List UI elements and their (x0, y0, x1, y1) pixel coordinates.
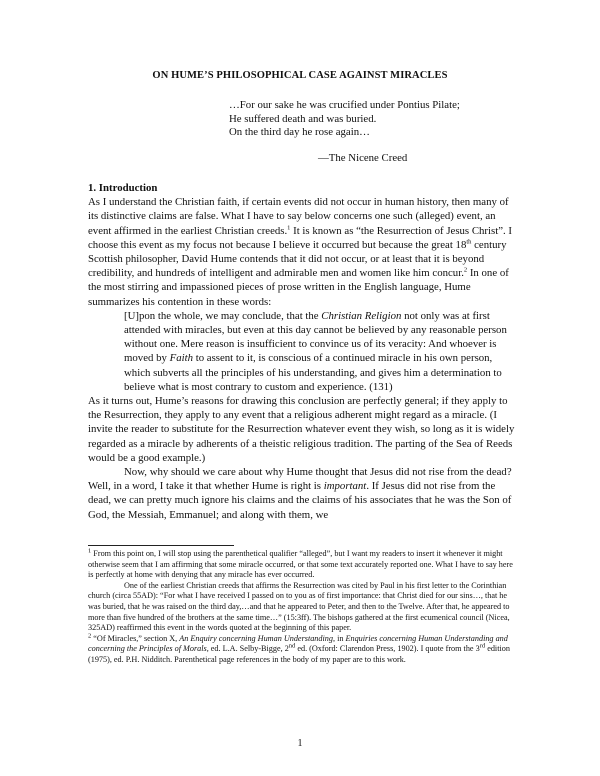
epigraph-line: He suffered death and was buried. (229, 112, 377, 125)
footnote-divider (88, 545, 234, 546)
paragraph-1: As I understand the Christian faith, if certain events did not occur in human history, then many of its distinctive claims are false. What I have to say below concerns one such (alleged) event, an event affirmed in the earliest Christian creeds.$^1$ It is known as “the Resurrection of Jesus Christ”. I choose this event as my focus not because I believe it occurred but because the great 18th century Scottish philosopher, David Hume contends that it did not occur, or at least that it is beyond credibility, and hundreds of intelligent and admirable men and women like him concur.$^2$ In one of the most stirring and impassioned pieces of prose written in the English language, Hume summarizes his contention in these words: (88, 196, 513, 308)
epigraph-line: …For our sake he was crucified under Pontius Pilate; (229, 99, 460, 111)
footnote-1-continued: One of the earliest Christian creeds that affirms the Resurrection was cited by Paul in his first letter to the Corinthian church (circa 55AD): “For what I have received I passed on to you as of first importance: that Christ died for our sins…, that he was buried, that he was raised on the third day,…and that he appeared to Peter, and then to the Twelve. After that, he appeared to more than five hundred of the brothers at the same time…” (15:3ff). The bishops gathered at the first ecumenical council (Nicea, 325AD) reaffirmed this event in the words quoted at the beginning of this paper. (88, 580, 510, 633)
paper-title: ON HUME’S PHILOSOPHICAL CASE AGAINST MIRACLES (152, 70, 448, 81)
block-quote: [U]pon the whole, we may conclude, that the Christian Religion not only was at first attended with miracles, but even at this day cannot be believed by any reasonable person without one. Mere reason is insufficient to convince us of its veracity: And whoever is moved by Faith to assent to it, is conscious of a continued miracle in his own person, which subverts all the principles of his understanding, and gives him a determination to believe what is most contrary to custom and experience. (131) (124, 309, 507, 393)
epigraph-attribution: —The Nicene Creed (318, 152, 408, 164)
page-number: 1 (297, 738, 303, 749)
body-text (88, 181, 516, 522)
epigraph-line: On the third day he rose again… (229, 126, 370, 139)
footnote-ref-2[interactable]: 2 (463, 266, 468, 274)
footnotes (88, 549, 516, 666)
epigraph (229, 99, 460, 140)
paragraph-2: As it turns out, Hume’s reasons for drawing this conclusion are perfectly general; if they apply to the Resurrection, they apply to any event that a religious adherent might regard as a miracle. (I invite the reader to substitute for the Resurrection whatever event they wish, so long as it is widely regarded as a miracle by adherents of a theistic religious tradition. The parting of the Sea of Reeds would be a good example.) (88, 395, 515, 464)
footnote-ref-1[interactable]: 1 (287, 224, 291, 232)
paragraph-3: Now, why should we care about why Hume thought that Jesus did not rise from the dead? Well, in a word, I take it that whether Hume is right is important. If Jesus did not rise from the dead, we can pretty much ignore his claims and the claims of his associates that he was the Son of God, the Messiah, Emmanuel; and along with them, we (88, 466, 512, 521)
footnote-2: $^2$ “Of Miracles,” section X, An Enquiry concerning Human Understanding, in Enquiries concerning Human Understanding and concerning the Principles of Morals, ed. L.A. Selby-Bigge, 2nd ed. (Oxford: Clarendon Press, 1902). I quote from the 3rd edition (1975), ed. P.H. Nidditch. Parenthetical page references in the body of my paper are to this work. (88, 632, 510, 664)
footnote-1: $^1$ From this point on, I will stop using the parenthetical qualifier “alleged”, but I want my readers to insert it whenever it might otherwise seem that I am affirming that some miracle occurred, or that some text accurately reported one. What I have to say here is perfectly at home with denying that any miracle has ever occurred. (88, 547, 513, 580)
section-heading: 1. Introduction (88, 182, 158, 194)
